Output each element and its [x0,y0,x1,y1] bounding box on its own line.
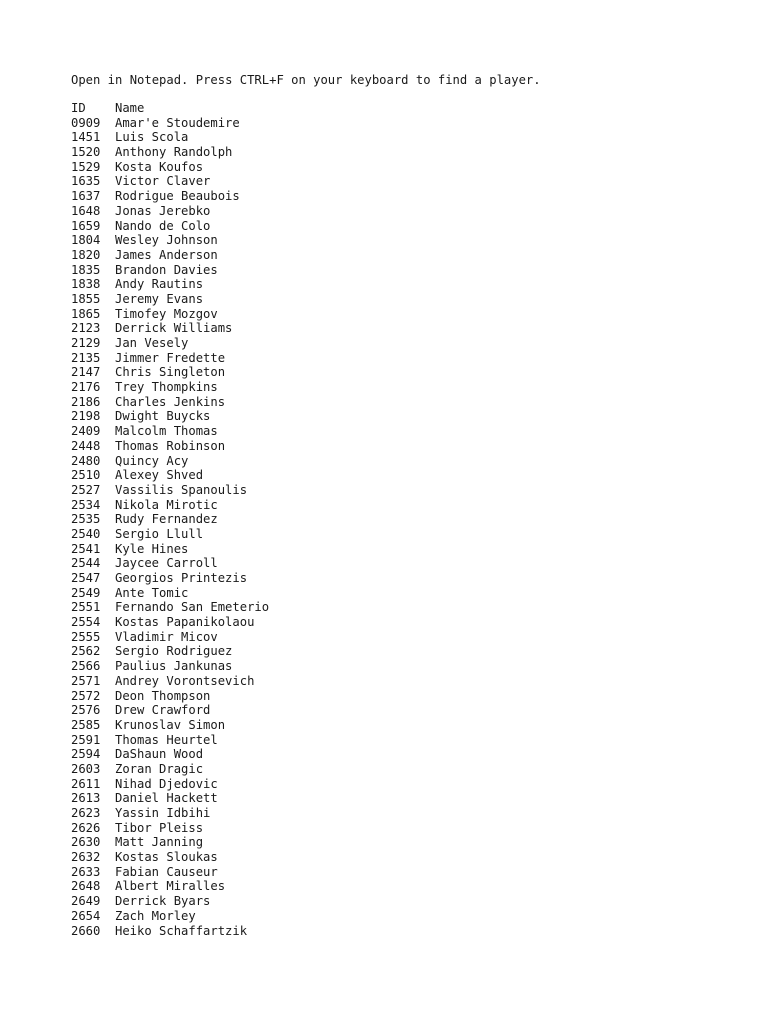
table-row [71,219,269,234]
player-id-cell: 2198 [71,409,101,424]
player-name-cell: Ante Tomic [115,585,189,600]
table-body [71,116,269,939]
player-name-cell: Derrick Williams [115,321,233,336]
player-name-cell: Wesley Johnson [115,233,218,248]
table-row [71,204,269,219]
player-name-cell: Tibor Pleiss [115,820,204,835]
table-row [71,894,269,909]
table-row [71,674,269,689]
player-name-cell: Kyle Hines [115,541,189,556]
table-row [71,909,269,924]
player-id-cell: 2632 [71,850,101,865]
table-row [71,821,269,836]
player-id-cell: 1855 [71,291,101,306]
player-name-cell: Nando de Colo [115,218,211,233]
player-id-cell: 1659 [71,218,101,233]
table-row [71,630,269,645]
player-name-cell: Kostas Sloukas [115,850,218,865]
player-id-cell: 2186 [71,394,101,409]
table-row [71,365,269,380]
table-row [71,483,269,498]
player-id-cell: 1451 [71,130,101,145]
player-name-cell: Thomas Robinson [115,438,226,453]
player-name-cell: Kosta Koufos [115,159,204,174]
table-row [71,277,269,292]
player-id-cell: 2591 [71,732,101,747]
player-id-cell: 2572 [71,688,101,703]
player-id-cell: 2409 [71,424,101,439]
player-id-cell: 2554 [71,615,101,630]
table-row [71,395,269,410]
table-row [71,321,269,336]
player-id-cell: 2562 [71,644,101,659]
table-row [71,615,269,630]
player-name-cell: Dwight Buycks [115,409,211,424]
player-id-cell: 2448 [71,438,101,453]
player-name-cell: Luis Scola [115,130,189,145]
player-name-cell: Fabian Causeur [115,864,218,879]
table-row [71,600,269,615]
player-id-cell: 2135 [71,350,101,365]
player-name-cell: Andrey Vorontsevich [115,673,255,688]
table-row [71,380,269,395]
player-table [71,101,269,938]
player-id-cell: 2571 [71,673,101,688]
player-id-cell: 1804 [71,233,101,248]
player-name-cell: Malcolm Thomas [115,424,218,439]
player-id-cell: 2123 [71,321,101,336]
player-id-cell: 2594 [71,747,101,762]
player-id-cell: 1529 [71,159,101,174]
player-id-cell: 2603 [71,761,101,776]
table-row [71,351,269,366]
table-header-row [71,101,269,116]
player-id-cell: 2623 [71,806,101,820]
player-id-cell: 2660 [71,923,101,938]
player-name-cell: James Anderson [115,247,218,262]
player-id-cell: 2576 [71,703,101,718]
id-column-header: ID [71,101,86,115]
player-name-cell: Rudy Fernandez [115,512,218,527]
table-row [71,835,269,850]
table-row [71,409,269,424]
player-id-cell: 2613 [71,791,101,806]
player-name-cell: Quincy Acy [115,453,189,468]
table-row [71,703,269,718]
player-id-cell: 2630 [71,835,101,850]
player-id-cell: 2129 [71,336,101,350]
player-id-cell: 2534 [71,497,101,512]
player-id-cell: 1648 [71,203,101,218]
table-row [71,571,269,586]
player-id-cell: 2551 [71,600,101,615]
player-id-cell: 0909 [71,115,101,130]
player-name-cell: Deon Thompson [115,688,211,703]
table-row [71,116,269,131]
table-row [71,160,269,175]
table-row [71,556,269,571]
player-name-cell: Sergio Llull [115,526,204,541]
player-name-cell: Amar'e Stoudemire [115,115,240,130]
table-row [71,586,269,601]
table-row [71,424,269,439]
player-id-cell: 2566 [71,659,101,674]
table-row [71,747,269,762]
player-id-cell: 2535 [71,512,101,527]
table-row [71,733,269,748]
player-name-cell: Andy Rautins [115,277,204,292]
player-name-cell: Paulius Jankunas [115,659,233,674]
table-row [71,718,269,733]
player-id-cell: 1835 [71,262,101,277]
table-row [71,233,269,248]
player-name-cell: Albert Miralles [115,879,226,894]
player-id-cell: 2540 [71,526,101,541]
table-row [71,865,269,880]
table-row [71,924,269,939]
player-id-cell: 1865 [71,306,101,321]
player-name-cell: Zach Morley [115,908,196,923]
table-row [71,454,269,469]
table-row [71,189,269,204]
player-id-cell: 2648 [71,879,101,894]
player-id-cell: 2611 [71,776,101,791]
player-name-cell: Sergio Rodriguez [115,644,233,659]
player-name-cell: Jan Vesely [115,336,189,350]
player-id-cell: 2544 [71,556,101,571]
player-name-cell: Vassilis Spanoulis [115,482,248,497]
player-name-cell: Rodrigue Beaubois [115,189,240,204]
player-name-cell: Kostas Papanikolaou [115,615,255,630]
table-row [71,130,269,145]
player-id-cell: 1520 [71,145,101,160]
player-name-cell: Nihad Djedovic [115,776,218,791]
table-row [71,307,269,322]
player-id-cell: 2555 [71,629,101,644]
player-id-cell: 2176 [71,380,101,395]
table-row [71,336,269,351]
player-name-cell: Trey Thompkins [115,380,218,395]
player-id-cell: 2654 [71,908,101,923]
player-name-cell: DaShaun Wood [115,747,204,762]
player-id-cell: 1820 [71,247,101,262]
player-id-cell: 1635 [71,174,101,189]
player-name-cell: Jimmer Fredette [115,350,226,365]
table-row [71,145,269,160]
player-id-cell: 2633 [71,864,101,879]
player-id-cell: 2547 [71,571,101,585]
player-name-cell: Victor Claver [115,174,211,189]
player-name-cell: Jeremy Evans [115,291,204,306]
table-row [71,292,269,307]
player-name-cell: Daniel Hackett [115,791,218,806]
table-row [71,174,269,189]
player-name-cell: Brandon Davies [115,262,218,277]
player-id-cell: 2527 [71,482,101,497]
player-name-cell: Georgios Printezis [115,571,248,585]
player-id-cell: 1637 [71,189,101,204]
player-name-cell: Zoran Dragic [115,761,204,776]
player-id-cell: 2649 [71,894,101,909]
player-id-cell: 2510 [71,468,101,483]
player-id-cell: 2549 [71,585,101,600]
table-row [71,659,269,674]
player-name-cell: Alexey Shved [115,468,204,483]
table-row [71,644,269,659]
player-name-cell: Matt Janning [115,835,204,850]
player-name-cell: Drew Crawford [115,703,211,718]
player-name-cell: Yassin Idbihi [115,806,211,820]
player-id-cell: 2541 [71,541,101,556]
player-name-cell: Jaycee Carroll [115,556,218,571]
player-name-cell: Timofey Mozgov [115,306,218,321]
player-name-cell: Jonas Jerebko [115,203,211,218]
player-name-cell: Derrick Byars [115,894,211,909]
table-row [71,791,269,806]
player-name-cell: Anthony Randolph [115,145,233,160]
table-row [71,542,269,557]
player-id-cell: 2147 [71,365,101,380]
table-row [71,498,269,513]
table-row [71,468,269,483]
name-column-header: Name [115,101,145,115]
player-id-cell: 2585 [71,717,101,732]
player-name-cell: Heiko Schaffartzik [115,923,248,938]
player-id-cell: 1838 [71,277,101,292]
table-row [71,762,269,777]
player-name-cell: Fernando San Emeterio [115,600,270,615]
table-row [71,512,269,527]
table-row [71,879,269,894]
player-name-cell: Chris Singleton [115,365,226,380]
table-row [71,263,269,278]
player-id-cell: 2626 [71,820,101,835]
instruction-text: Open in Notepad. Press CTRL+F on your keyboard to find a player. [71,73,541,87]
player-name-cell: Vladimir Micov [115,629,218,644]
player-name-cell: Charles Jenkins [115,394,226,409]
table-row [71,689,269,704]
player-name-cell: Krunoslav Simon [115,717,226,732]
player-id-cell: 2480 [71,453,101,468]
table-row [71,527,269,542]
table-row [71,439,269,454]
table-row [71,777,269,792]
table-row [71,248,269,263]
player-name-cell: Thomas Heurtel [115,732,218,747]
player-name-cell: Nikola Mirotic [115,497,218,512]
table-row [71,806,269,821]
table-row [71,850,269,865]
